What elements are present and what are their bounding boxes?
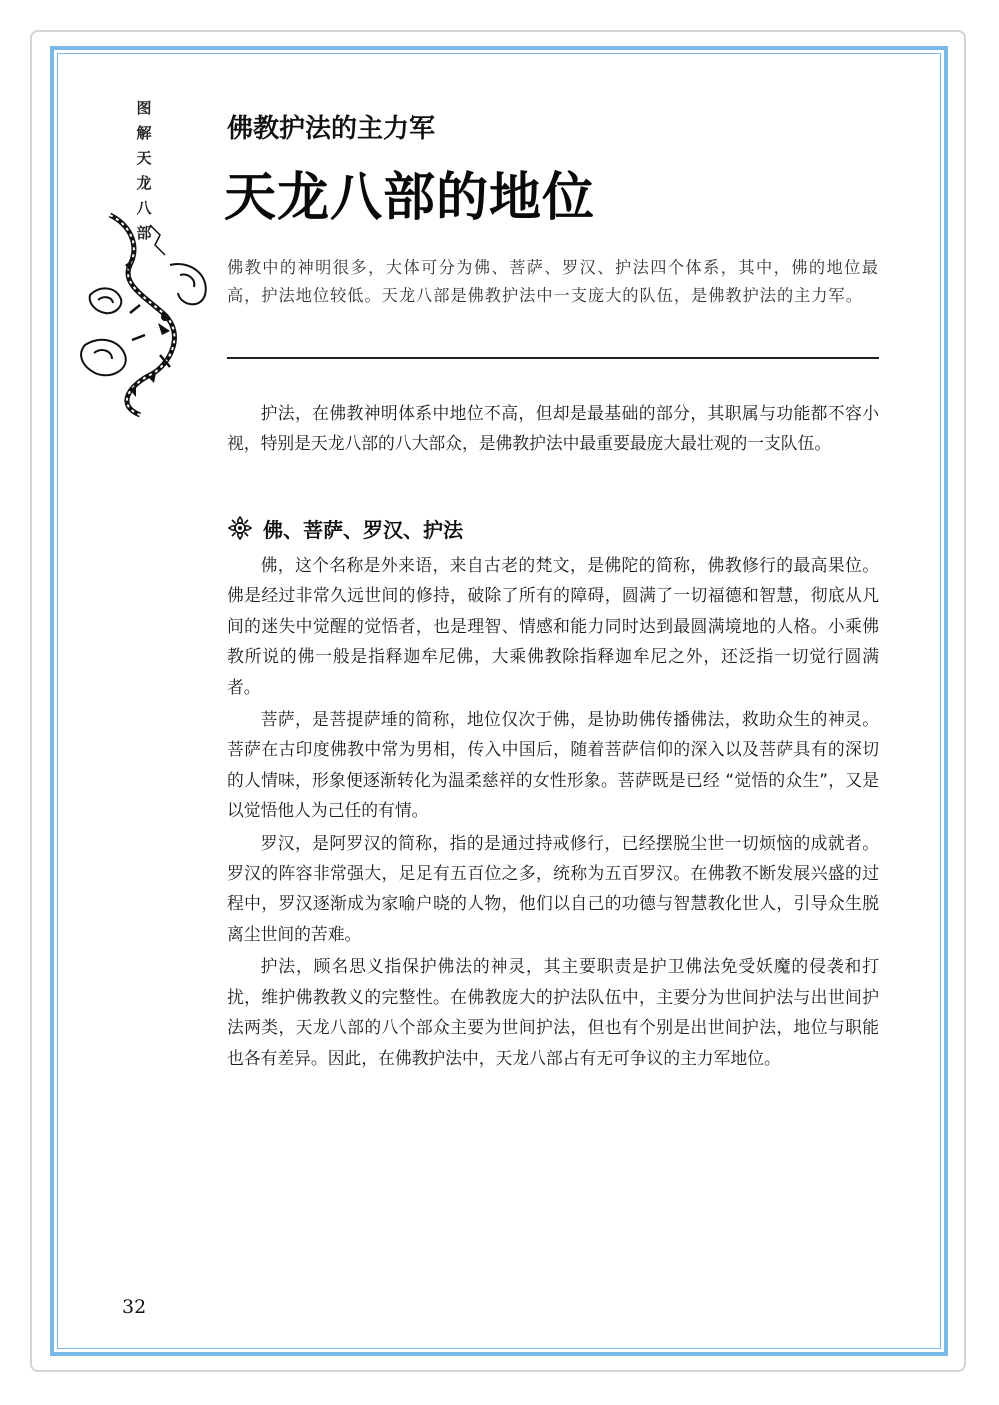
subtitle: 佛教护法的主力军 [227, 114, 436, 144]
section-heading-label: 佛、菩萨、罗汉、护法 [263, 517, 463, 542]
dragon-icon [70, 205, 230, 420]
section-heading [227, 512, 463, 544]
paragraph-dharma-protector: 护法，顾名思义指保护佛法的神灵，其主要职责是护卫佛法免受妖魔的侵袭和打扰，维护佛教教义的完整性。在佛教庞大的护法队伍中，主要分为世间护法与出世间护法两类，天龙八部的八个部众主要为世间护法，但也有个别是出世间护法，地位与职能也各有差异。因此，在佛教护法中，天龙八部占有无可争议的主力军地位。 [227, 956, 879, 1068]
opening-paragraph [227, 398, 879, 459]
divider [227, 357, 879, 359]
series-title: 图解天龙八部 [136, 99, 152, 242]
paragraph-bodhisattva: 菩萨，是菩提萨埵的简称，地位仅次于佛，是协助佛传播佛法，救助众生的神灵。菩萨在古印度佛教中常为男相，传入中国后，随着菩萨信仰的深入以及菩萨具有的深切的人情味，形象便逐渐转化为温柔慈祥的女性形象。菩萨既是已经 “觉悟的众生”，又是以觉悟他人为己任的有情。 [227, 709, 879, 821]
page-title: 天龙八部的地位 [224, 167, 596, 228]
paragraph: 护法，在佛教神明体系中地位不高，但却是最基础的部分，其职属与功能都不容小视，特别是天龙八部的八大部众，是佛教护法中最重要最庞大最壮观的一支队伍。 [227, 403, 879, 454]
section-body [227, 550, 879, 1075]
intro-text: 佛教中的神明很多，大体可分为佛、菩萨、罗汉、护法四个体系，其中，佛的地位最高，护法地位较低。天龙八部是佛教护法中一支庞大的队伍，是佛教护法的主力军。 [227, 258, 879, 305]
lotus-ornament-icon [227, 515, 253, 541]
paragraph-arhat: 罗汉，是阿罗汉的简称，指的是通过持戒修行，已经摆脱尘世一切烦恼的成就者。罗汉的阵容非常强大，足足有五百位之多，统称为五百罗汉。在佛教不断发展兴盛的过程中，罗汉逐渐成为家喻户晓的人物，他们以自己的功德与智慧教化世人，引导众生脱离尘世间的苦难。 [227, 832, 879, 944]
page-number: 32 [122, 1296, 147, 1318]
paragraph-buddha: 佛，这个名称是外来语，来自古老的梵文，是佛陀的简称，佛教修行的最高果位。佛是经过非常久远世间的修持，破除了所有的障碍，圆满了一切福德和智慧，彻底从凡间的迷失中觉醒的觉悟者，也是理智、情感和能力同时达到最圆满境地的人格。小乘佛教所说的佛一般是指释迦牟尼佛，大乘佛教除指释迦牟尼之外，还泛指一切觉行圆满者。 [227, 555, 879, 697]
